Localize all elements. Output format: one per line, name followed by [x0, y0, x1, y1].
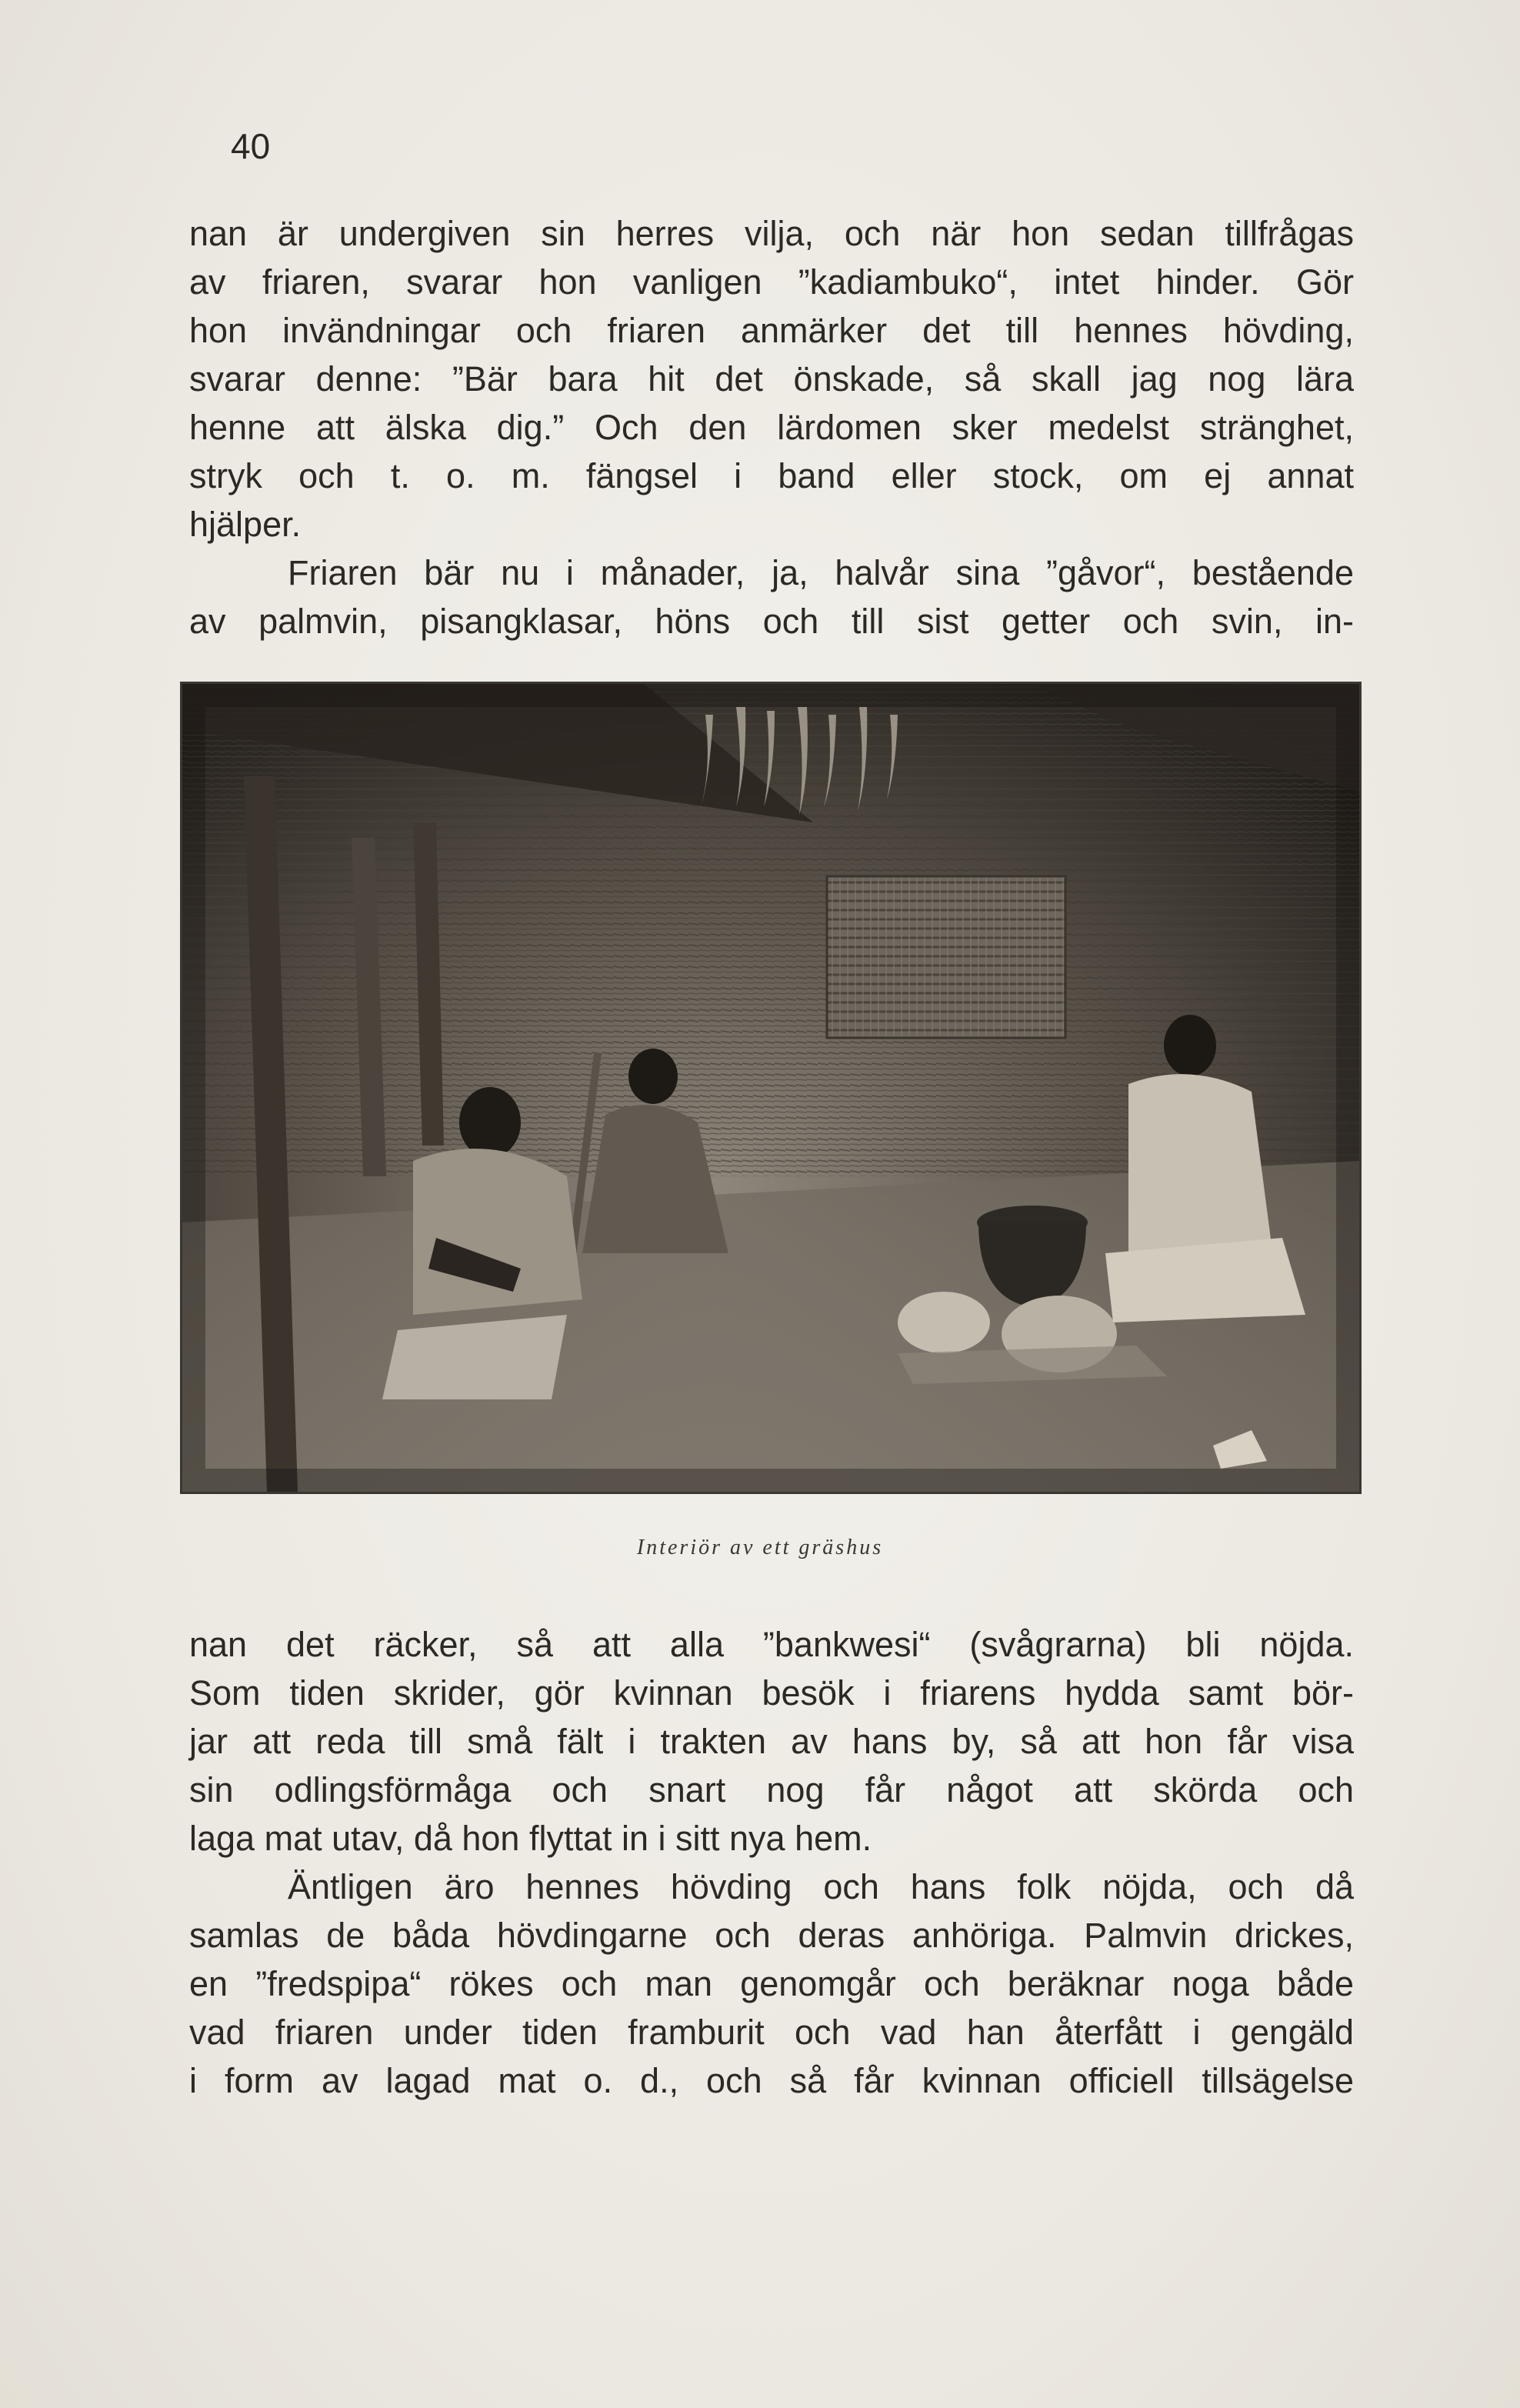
text-line: Äntligen äro hennes hövding och hans folk nöjda, och då — [288, 1867, 1354, 1906]
text-line: jar att reda till små fält i trakten av hans by, så att hon får visa — [189, 1722, 1354, 1761]
photograph-interior-grass-hut — [180, 682, 1362, 1494]
text-line: i form av lagad mat o. d., och så får kvinnan officiell tillsägelse — [189, 2061, 1354, 2100]
paragraph-block-bottom — [189, 1620, 1354, 2105]
page-number: 40 — [231, 126, 271, 166]
text-line: nan det räcker, så att alla ”bankwesi“ (svågrarna) bli nöjda. — [189, 1625, 1354, 1664]
text-line: henne att älska dig.” Och den lärdomen sker medelst stränghet, — [189, 408, 1354, 447]
text-line: hon invändningar och friaren anmärker det till hennes hövding, — [189, 311, 1354, 350]
text-line: en ”fredspipa“ rökes och man genomgår och beräknar noga både — [189, 1964, 1354, 2003]
text-line: stryk och t. o. m. fängsel i band eller stock, om ej annat — [189, 456, 1354, 495]
text-line: hjälper. — [189, 505, 302, 544]
text-line: sin odlingsförmåga och snart nog får något att skörda och — [189, 1770, 1354, 1809]
paragraph-block-top — [189, 209, 1354, 645]
text-line: vad friaren under tiden framburit och vad han återfått i gengäld — [189, 2013, 1354, 2052]
text-line: av friaren, svarar hon vanligen ”kadiambuko“, intet hinder. Gör — [189, 262, 1354, 302]
text-line: Som tiden skrider, gör kvinnan besök i friarens hydda samt bör- — [189, 1673, 1354, 1713]
figure-caption: Interiör av ett gräshus — [636, 1536, 884, 1559]
text-line: Friaren bär nu i månader, ja, halvår sina ”gåvor“, bestående — [288, 553, 1354, 592]
text-line: svarar denne: ”Bär bara hit det önskade, så skall jag nog lära — [189, 359, 1354, 399]
text-line: laga mat utav, då hon flyttat in i sitt nya hem. — [189, 1819, 872, 1858]
text-line: samlas de båda hövdingarne och deras anhöriga. Palmvin drickes, — [189, 1916, 1354, 1955]
text-line: nan är undergiven sin herres vilja, och när hon sedan tillfrågas — [189, 214, 1354, 253]
text-line: av palmvin, pisangklasar, höns och till sist getter och svin, in- — [189, 602, 1354, 641]
